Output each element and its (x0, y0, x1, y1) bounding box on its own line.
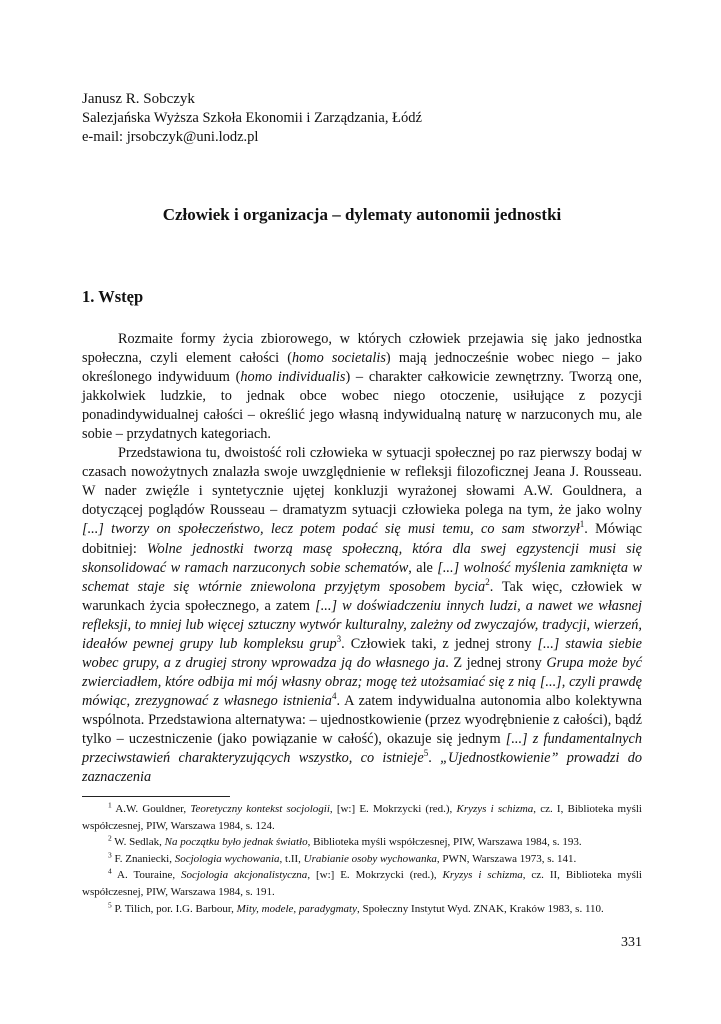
footnote-5 (82, 901, 642, 918)
quotation: [...] z fundamentalnych przeciwstawień charakteryzujących wszystko, co istnieje (82, 730, 643, 767)
section-heading: 1. Wstęp (82, 287, 144, 306)
text-run: , Społeczny Instytut Wyd. ZNAK, Kraków 1983, s. 110. (356, 902, 604, 915)
work-title: Urabianie osoby wychowanka (303, 852, 437, 865)
text-run: F. Znaniecki, (111, 852, 175, 865)
italic-term: homo societalis (292, 350, 386, 367)
footnote-divider (82, 796, 230, 797)
text-run: W. Sedlak, (111, 836, 165, 849)
work-title: Socjologia wychowania (174, 852, 280, 865)
text-run: . Mówiąc dobitniej: (82, 521, 643, 557)
quotation: [...] w doświadczeniu innych ludzi, a nawet we własnej refleksji, to mniej lub więcej sztuczny wytwór kulturalny, zależny od zwyczajów, tradycji, wierzeń, ideałów pewnej grupy lub kompleksu grup (82, 597, 642, 652)
text-run: , Biblioteka myśli współczesnej, PIW, Warszawa 1984, s. 193. (307, 836, 582, 849)
footnote-1 (82, 801, 642, 834)
text-run: , ale (408, 559, 438, 576)
author-affiliation: Salezjańska Wyższa Szkoła Ekonomii i Zarządzania, Łódź (82, 110, 422, 126)
footnote-ref: 3 (336, 633, 342, 644)
paper-title: Człowiek i organizacja – dylematy autonomii jednostki (162, 205, 562, 224)
work-title: Kryzys i schizma (442, 869, 523, 882)
footnote-3 (82, 851, 642, 868)
text-run: , cz. II, Biblioteka myśli współczesnej, PIW, Warszawa 1984, s. 191. (82, 869, 642, 898)
text-run: . (428, 750, 441, 767)
footnote-number: 2 (108, 833, 112, 843)
text-run: Przedstawiona tu, dwoistość roli człowieka w sytuacji społecznej po raz pierwszy bodaj w czasach nowożytnych znalazła swoje uwzględnienie w refleksji filozoficznej Jeana J. Rousseau. W nader zwięźle i syntetycznie ujętej konkluzji wyrażonej słowami A.W. Gouldnera, a dotyczącej poglądów Rousseau – dramatyzm sytuacji człowieka polega na tym, że jako wolny (82, 445, 642, 519)
italic-term: homo individualis (240, 369, 346, 386)
text-run: , [w:] E. Mokrzycki (red.), (307, 869, 443, 882)
text-run: ) – charakter całkowicie zewnętrzny. Tworzą one, jakkolwiek ludzkie, to jednak obce wobec niego otoczenie, usiłujące z pozycji ponadindywidualnej całości – określić jego własną indywidualną naturę w narzuconych mu, ale sobie – przydatnych kategoriach. (82, 369, 643, 443)
text-run: Rozmaite formy życia zbiorowego, w których człowiek przejawia się jako jednostka społeczna, czyli element całości ( (82, 331, 642, 367)
footnote-ref: 4 (331, 691, 337, 702)
quotation: [...] stawia siebie wobec grupy, a z drugiej strony wprowadza ją do własnego ja (82, 635, 642, 671)
text-run: . A zatem indywidualna autonomia albo kolektywna wspólnota. Przedstawiona alternatywa: – ujednostkowienie (przez wyodrębnienie z całości), bądź tylko – uczestniczenie (jako powiązanie w całość), okazuje się jednym (82, 692, 642, 747)
footnote-ref: 2 (485, 576, 490, 587)
author-block (82, 90, 642, 147)
quotation: [...] wolność myślenia zamknięta w schemat staje się wtórnie zniewolona przyjętym sposobem bycia (82, 559, 642, 595)
text-run: , cz. I, Biblioteka myśli współczesnej, PIW, Warszawa 1984, s. 124. (82, 803, 642, 832)
work-title: Socjologia akcjonalistyczna (181, 869, 308, 882)
footnote-number: 1 (108, 800, 112, 810)
body-text (82, 330, 642, 787)
quotation: „Ujednostkowienie” prowadzi do zaznaczenia (82, 750, 643, 786)
text-run: A.W. Gouldner, (111, 803, 191, 815)
quotation: [...] tworzy on społeczeństwo, lecz potem podać się musi temu, co sam stworzył (82, 521, 580, 538)
quotation: Wolne jednostki tworzą masę społeczną, która dla swej egzystencji musi się skonsolidować w ramach narzuconych sobie schematów (82, 540, 642, 576)
work-title: Mity, modele, paradygmaty (236, 902, 357, 915)
text-run: , PWN, Warszawa 1973, s. 141. (436, 852, 577, 865)
footnote-ref: 5 (423, 748, 429, 759)
paragraph-2 (82, 444, 642, 787)
text-run: A. Touraine, (111, 869, 182, 882)
text-run: , [w:] E. Mokrzycki (red.), (329, 803, 457, 815)
page-number: 331 (621, 935, 642, 950)
paragraph-1 (82, 330, 642, 444)
text-run: P. Tilich, por. I.G. Barbour, (111, 902, 237, 915)
footnotes (82, 801, 642, 917)
text-run: ) mają jednocześnie wobec niego – jako określonego indywiduum ( (82, 350, 642, 386)
footnote-2 (82, 834, 642, 851)
quotation: Grupa może być zwierciadłem, które odbija mi mój własny obraz; mogę też utożsamiać się z nią [...], czyli prawdę mówiąc, zrezygnować z własnego istnienia (82, 654, 642, 709)
footnote-number: 3 (108, 850, 112, 860)
work-title: Kryzys i schizma (456, 803, 534, 815)
work-title: Na początku było jednak światło (164, 836, 308, 849)
footnote-4 (82, 867, 642, 900)
footnote-number: 4 (108, 866, 112, 876)
author-name: Janusz R. Sobczyk (82, 91, 195, 107)
footnote-ref: 1 (579, 519, 585, 530)
footnote-number: 5 (108, 899, 112, 909)
text-run: , t.II, (279, 852, 304, 865)
text-run: . Człowiek taki, z jednej strony (341, 635, 538, 652)
text-run: . Tak więc, człowiek w warunkach życia społecznego, a zatem (82, 578, 642, 614)
text-run: . Z jednej strony (445, 654, 547, 671)
work-title: Teoretyczny kontekst socjologii (190, 803, 330, 815)
author-email: e-mail: jrsobczyk@uni.lodz.pl (82, 129, 259, 145)
